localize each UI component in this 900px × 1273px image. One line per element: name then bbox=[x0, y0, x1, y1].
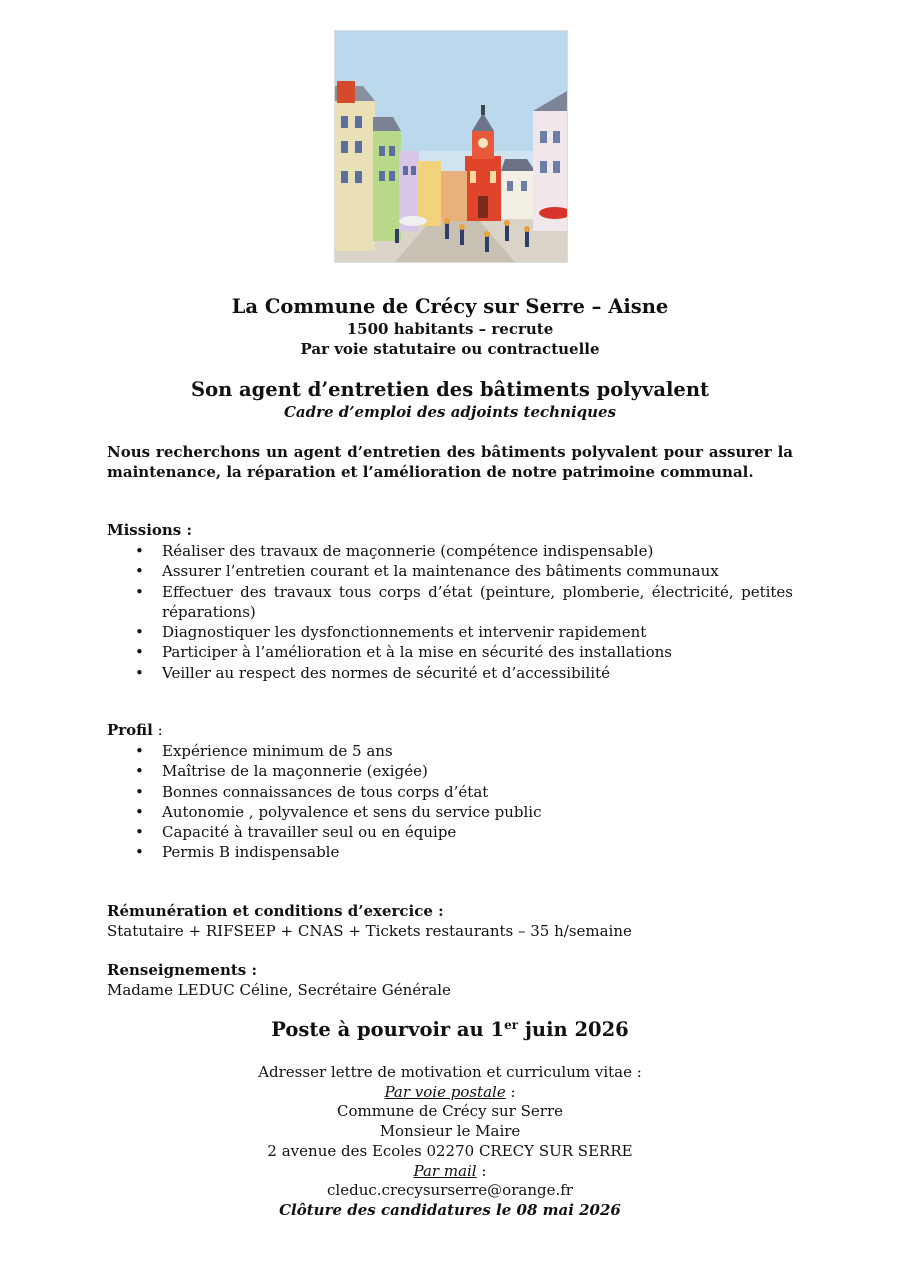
list-item: • Participer à l’amélioration et à la mise en sécurité des installations bbox=[107, 642, 793, 662]
page-title: La Commune de Crécy sur Serre – Aisne bbox=[231, 295, 669, 318]
remuneration-text: Statutaire + RIFSEEP + CNAS + Tickets restaurants – 35 h/semaine bbox=[107, 922, 632, 940]
postal-label-line bbox=[0, 1083, 900, 1103]
list-item: • Assurer l’entretien courant et la maintenance des bâtiments communaux bbox=[107, 561, 793, 581]
postal-label: Par voie postale bbox=[384, 1082, 506, 1101]
population-subtitle: 1500 habitants – recrute bbox=[346, 320, 554, 338]
profile-heading-label: Profil bbox=[107, 721, 153, 739]
postal-colon: : bbox=[505, 1082, 516, 1101]
list-item: • Capacité à travailler seul ou en équipe bbox=[107, 822, 793, 842]
start-date-heading bbox=[0, 1018, 900, 1041]
profile-heading-colon: : bbox=[152, 721, 163, 739]
profile-list bbox=[107, 741, 793, 863]
village-painting bbox=[334, 30, 568, 263]
recruitment-mode: Par voie statutaire ou contractuelle bbox=[300, 340, 600, 358]
list-item: • Veiller au respect des normes de sécurité et d’accessibilité bbox=[107, 663, 793, 683]
list-item: • Permis B indispensable bbox=[107, 842, 793, 862]
application-block bbox=[0, 1063, 900, 1221]
missions-heading: Missions : bbox=[107, 521, 193, 539]
recipient: Commune de Crécy sur Serre bbox=[336, 1102, 563, 1121]
start-date-suffix: juin 2026 bbox=[518, 1018, 629, 1041]
info-contact: Madame LEDUC Céline, Secrétaire Générale bbox=[107, 981, 451, 999]
start-date-sup: er bbox=[504, 1018, 519, 1032]
list-item: • Bonnes connaissances de tous corps d’état bbox=[107, 782, 793, 802]
missions-list bbox=[107, 541, 793, 683]
start-date-prefix: Poste à pourvoir au 1 bbox=[271, 1018, 505, 1041]
info-heading: Renseignements : bbox=[107, 961, 257, 979]
list-item: • Réaliser des travaux de maçonnerie (compétence indispensable) bbox=[107, 541, 793, 561]
closing-date: Clôture des candidatures le 08 mai 2026 bbox=[279, 1200, 621, 1219]
list-item: • Effectuer des travaux tous corps d’état (peinture, plomberie, électricité, petites réparations) bbox=[107, 582, 793, 623]
list-item: • Expérience minimum de 5 ans bbox=[107, 741, 793, 761]
mail-label: Par mail bbox=[413, 1161, 477, 1180]
list-item: • Autonomie , polyvalence et sens du service public bbox=[107, 802, 793, 822]
list-item: • Maîtrise de la maçonnerie (exigée) bbox=[107, 761, 793, 781]
application-intro: Adresser lettre de motivation et curriculum vitae : bbox=[258, 1063, 642, 1081]
list-item: • Diagnostiquer les dysfonctionnements et intervenir rapidement bbox=[107, 622, 793, 642]
intro-paragraph: Nous recherchons un agent d’entretien des bâtiments polyvalent pour assurer la maintenance, la réparation et l’amélioration de notre patrimoine communal. bbox=[107, 443, 793, 481]
mail-label-line bbox=[0, 1162, 900, 1182]
postal-address: 2 avenue des Ecoles 02270 CRECY SUR SERRE bbox=[267, 1141, 633, 1160]
job-title: Son agent d’entretien des bâtiments polyvalent bbox=[190, 378, 710, 401]
mayor: Monsieur le Maire bbox=[379, 1122, 521, 1141]
job-frame: Cadre d’emploi des adjoints techniques bbox=[283, 403, 617, 421]
email-address[interactable]: cleduc.crecysurserre@orange.fr bbox=[327, 1181, 573, 1200]
profile-heading bbox=[107, 721, 163, 739]
remuneration-heading: Rémunération et conditions d’exercice : bbox=[107, 902, 444, 920]
mail-colon: : bbox=[476, 1161, 487, 1180]
